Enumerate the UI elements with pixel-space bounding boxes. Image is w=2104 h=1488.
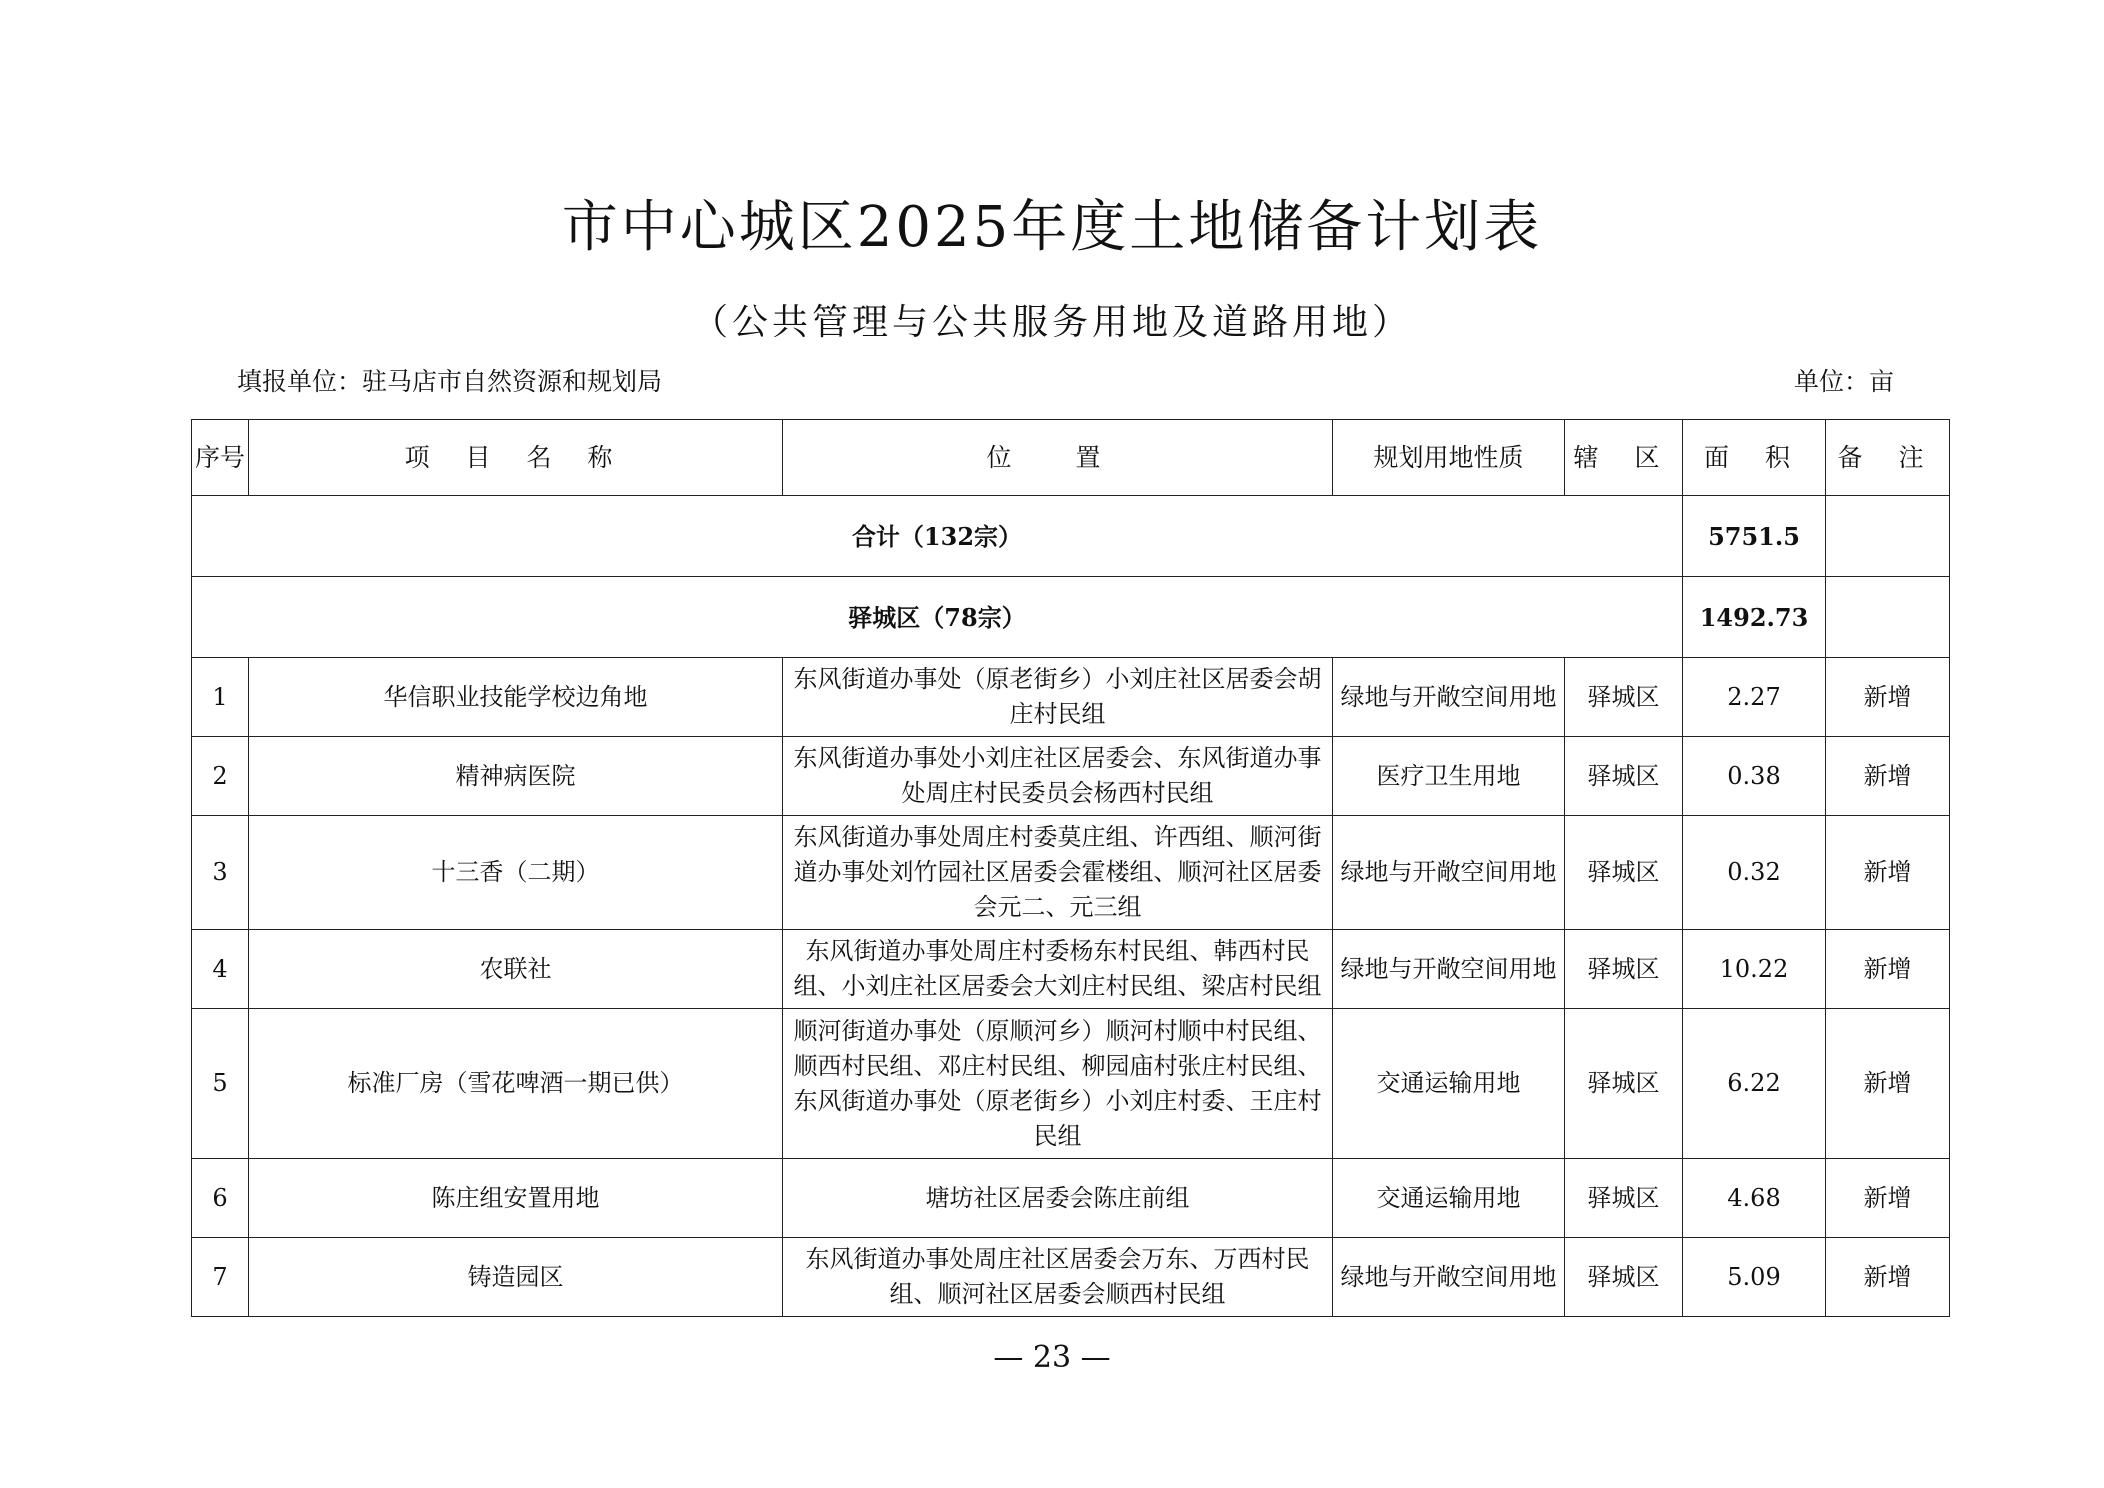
header-landuse: 规划用地性质 xyxy=(1333,420,1565,496)
row-name: 华信职业技能学校边角地 xyxy=(249,658,783,737)
row-location: 塘坊社区居委会陈庄前组 xyxy=(783,1159,1333,1238)
header-name: 项 目 名 称 xyxy=(249,420,783,496)
table-row xyxy=(192,1238,1950,1317)
subtotal-remark xyxy=(1826,577,1950,658)
row-landuse: 绿地与开敞空间用地 xyxy=(1333,1238,1565,1317)
row-remark: 新增 xyxy=(1826,737,1950,816)
subtotal-label: 驿城区（78宗） xyxy=(192,577,1683,658)
row-landuse: 绿地与开敞空间用地 xyxy=(1333,658,1565,737)
row-name: 农联社 xyxy=(249,930,783,1009)
row-area: 6.22 xyxy=(1683,1009,1826,1159)
row-district: 驿城区 xyxy=(1565,930,1683,1009)
header-district: 辖 区 xyxy=(1565,420,1683,496)
table-row xyxy=(192,658,1950,737)
row-district: 驿城区 xyxy=(1565,1009,1683,1159)
row-name: 铸造园区 xyxy=(249,1238,783,1317)
row-landuse: 绿地与开敞空间用地 xyxy=(1333,930,1565,1009)
row-remark: 新增 xyxy=(1826,1009,1950,1159)
row-district: 驿城区 xyxy=(1565,816,1683,930)
total-area: 5751.5 xyxy=(1683,496,1826,577)
row-no: 5 xyxy=(192,1009,249,1159)
row-area: 10.22 xyxy=(1683,930,1826,1009)
row-no: 3 xyxy=(192,816,249,930)
land-reserve-table xyxy=(191,419,1950,1317)
row-no: 1 xyxy=(192,658,249,737)
table-row xyxy=(192,930,1950,1009)
row-remark: 新增 xyxy=(1826,816,1950,930)
row-location: 东风街道办事处周庄社区居委会万东、万西村民组、顺河社区居委会顺西村民组 xyxy=(783,1238,1333,1317)
row-no: 6 xyxy=(192,1159,249,1238)
page-number: — 23 — xyxy=(993,1340,1111,1375)
subtotal-row xyxy=(192,577,1950,658)
page-title: 市中心城区2025年度土地储备计划表 xyxy=(561,195,1543,260)
row-name: 标准厂房（雪花啤酒一期已供） xyxy=(249,1009,783,1159)
row-remark: 新增 xyxy=(1826,658,1950,737)
unit-label: 单位：亩 xyxy=(1793,367,1894,396)
row-location: 东风街道办事处周庄村委杨东村民组、韩西村民组、小刘庄社区居委会大刘庄村民组、梁店村民组 xyxy=(783,930,1333,1009)
row-location: 东风街道办事处小刘庄社区居委会、东风街道办事处周庄村民委员会杨西村民组 xyxy=(783,737,1333,816)
row-name: 十三香（二期） xyxy=(249,816,783,930)
row-area: 2.27 xyxy=(1683,658,1826,737)
page-subtitle: （公共管理与公共服务用地及道路用地） xyxy=(691,302,1412,343)
header-location: 位 置 xyxy=(783,420,1333,496)
row-no: 2 xyxy=(192,737,249,816)
row-district: 驿城区 xyxy=(1565,658,1683,737)
table-row xyxy=(192,737,1950,816)
row-area: 0.32 xyxy=(1683,816,1826,930)
row-location: 东风街道办事处（原老街乡）小刘庄社区居委会胡庄村民组 xyxy=(783,658,1333,737)
total-row xyxy=(192,496,1950,577)
table-row xyxy=(192,816,1950,930)
row-landuse: 交通运输用地 xyxy=(1333,1159,1565,1238)
table-row xyxy=(192,1159,1950,1238)
row-district: 驿城区 xyxy=(1565,1238,1683,1317)
table-row xyxy=(192,1009,1950,1159)
table-header-row xyxy=(192,420,1950,496)
row-name: 精神病医院 xyxy=(249,737,783,816)
header-area: 面 积 xyxy=(1683,420,1826,496)
row-area: 5.09 xyxy=(1683,1238,1826,1317)
total-label: 合计（132宗） xyxy=(192,496,1683,577)
subtotal-area: 1492.73 xyxy=(1683,577,1826,658)
row-landuse: 绿地与开敞空间用地 xyxy=(1333,816,1565,930)
header-remark: 备 注 xyxy=(1826,420,1950,496)
row-remark: 新增 xyxy=(1826,1238,1950,1317)
row-location: 顺河街道办事处（原顺河乡）顺河村顺中村民组、顺西村民组、邓庄村民组、柳园庙村张庄村民组、东风街道办事处（原老街乡）小刘庄村委、王庄村民组 xyxy=(783,1009,1333,1159)
row-area: 4.68 xyxy=(1683,1159,1826,1238)
row-name: 陈庄组安置用地 xyxy=(249,1159,783,1238)
row-no: 7 xyxy=(192,1238,249,1317)
row-area: 0.38 xyxy=(1683,737,1826,816)
header-no: 序号 xyxy=(192,420,249,496)
row-remark: 新增 xyxy=(1826,1159,1950,1238)
row-no: 4 xyxy=(192,930,249,1009)
row-district: 驿城区 xyxy=(1565,737,1683,816)
row-location: 东风街道办事处周庄村委莫庄组、许西组、顺河街道办事处刘竹园社区居委会霍楼组、顺河社区居委会元二、元三组 xyxy=(783,816,1333,930)
row-landuse: 医疗卫生用地 xyxy=(1333,737,1565,816)
row-remark: 新增 xyxy=(1826,930,1950,1009)
row-landuse: 交通运输用地 xyxy=(1333,1009,1565,1159)
total-remark xyxy=(1826,496,1950,577)
row-district: 驿城区 xyxy=(1565,1159,1683,1238)
filler-unit: 填报单位：驻马店市自然资源和规划局 xyxy=(237,367,663,396)
